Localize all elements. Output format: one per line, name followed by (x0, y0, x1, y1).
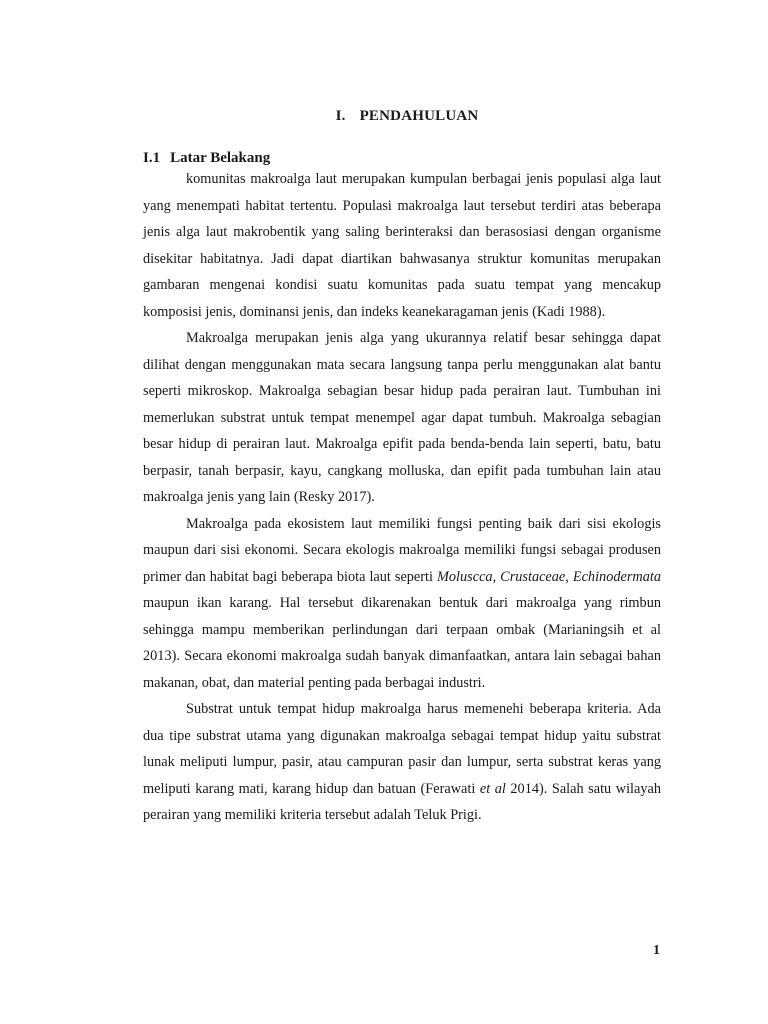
paragraph-4 (143, 696, 661, 829)
section-number: I.1 (143, 150, 161, 166)
page-number: 1 (653, 943, 660, 958)
chapter-title-text: PENDAHULUAN (359, 108, 479, 124)
section-title-text: Latar Belakang (170, 150, 271, 166)
body-text (143, 166, 661, 829)
paragraph-text: Makroalga merupakan jenis alga yang ukurannya relatif besar sehingga dapat dilihat dengan menggunakan mata secara langsung tanpa perlu menggunakan alat bantu seperti mikroskop. Makroalga sebagian besar hidup pada perairan laut. Tumbuhan ini memerlukan substrat untuk tempat menempel agar dapat tumbuh. Makroalga sebagian besar hidup di perairan laut. Makroalga epifit pada benda-benda lain seperti, batu, batu berpasir, tanah berpasir, kayu, cangkang molluska, dan epifit pada tumbuhan lain atau makroalga jenis yang lain (Resky 2017). (143, 330, 661, 505)
chapter-number: I. (335, 108, 346, 124)
paragraph-1 (143, 166, 661, 325)
paragraph-text: komunitas makroalga laut merupakan kumpulan berbagai jenis populasi alga laut yang menempati habitat tertentu. Populasi makroalga laut tersebut terdiri atas beberapa jenis alga laut makrobentik yang saling berinteraksi dan berasosiasi dengan organisme disekitar habitatnya. Jadi dapat diartikan bahwasanya struktur komunitas merupakan gambaran mengenai kondisi suatu komunitas pada suatu tempat yang mencakup komposisi jenis, dominansi jenis, dan indeks keanekaragaman jenis (Kadi 1988). (143, 171, 661, 320)
chapter-title (0, 108, 768, 125)
section-heading (143, 150, 270, 167)
species-italic: Moluscca, Crustaceae, Echinodermata (437, 568, 661, 585)
paragraph-text: Substrat untuk tempat hidup makroalga harus memenehi beberapa kriteria. Ada dua tipe substrat utama yang digunakan makroalga sebagai tempat hidup yaitu substrat lunak meliputi lumpur, pasir, atau campuran pasir dan lumpur, serta substrat keras yang meliputi karang mati, karang hidup dan batuan (Ferawati (143, 701, 661, 797)
paragraph-text: maupun ikan karang. Hal tersebut dikarenakan bentuk dari makroalga yang rimbun sehingga mampu memberikan perlindungan dari terpaan ombak (Marianingsih et al 2013). Secara ekonomi makroalga sudah banyak dimanfaatkan, antara lain sebagai bahan makanan, obat, dan material penting pada berbagai industri. (143, 595, 661, 691)
citation-italic: et al (479, 780, 506, 797)
paragraph-2 (143, 325, 661, 511)
paragraph-3 (143, 511, 661, 697)
paragraph-text: 2014). Salah satu wilayah perairan yang memiliki kriteria tersebut adalah Teluk Prigi. (143, 780, 662, 823)
paragraph-text: Makroalga pada ekosistem laut memiliki fungsi penting baik dari sisi ekologis maupun dari sisi ekonomi. Secara ekologis makroalga memiliki fungsi sebagai produsen primer dan habitat bagi beberapa biota laut seperti (143, 515, 661, 585)
